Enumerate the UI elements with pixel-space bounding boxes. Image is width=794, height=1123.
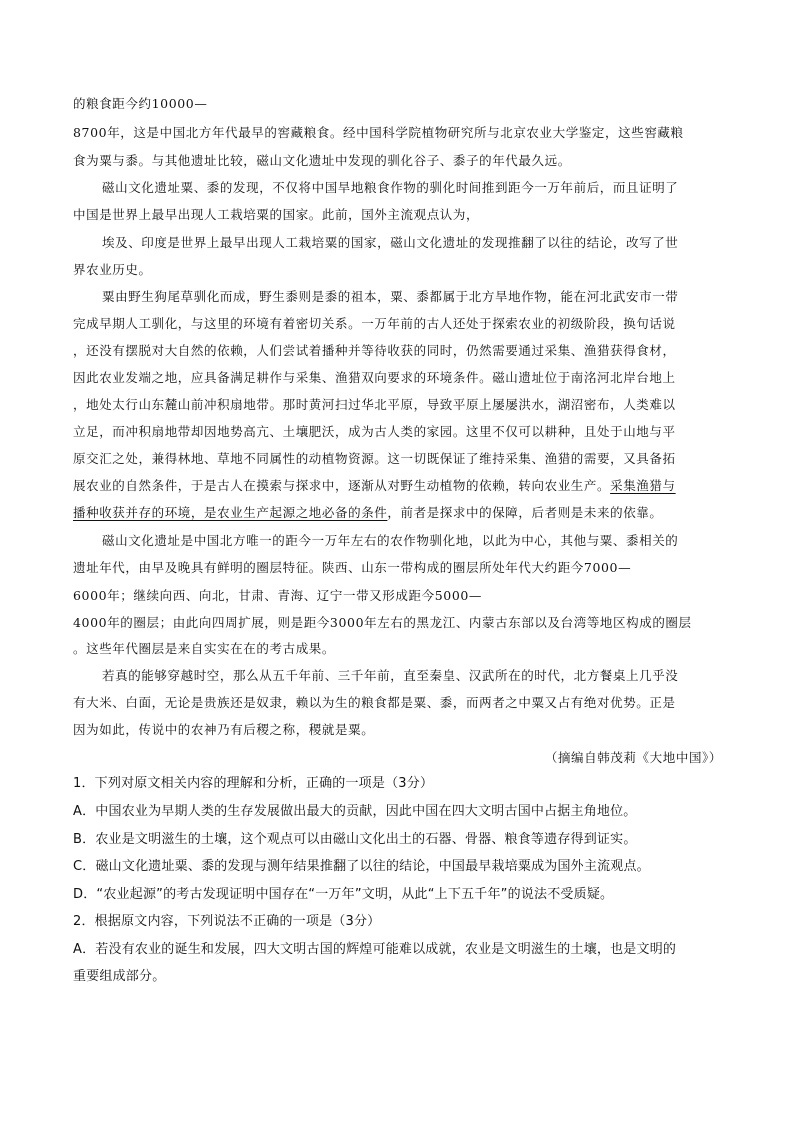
passage-line: 埃及、印度是世界上最早出现人工栽培粟的国家，磁山文化遗址的发现推翻了以往的结论，改写了世 [102, 235, 679, 250]
passage-line: 遗址年代，由早及晚具有鲜明的圈层特征。陕西、山东一带构成的圈层所处年代大约距今7000— [73, 560, 632, 575]
passage-line [73, 477, 676, 495]
question-2-option-a-continued: 重要组成部分。 [73, 969, 166, 984]
passage-text: 展农业的自然条件，于是古人在摸索与探求中，逐渐从对野生动植物的依赖，转向农业生产。 [73, 478, 611, 493]
passage-line: 若真的能够穿越时空，那么从五千年前、三千年前，直至秦皇、汉武所在的时代，北方餐桌上几乎没 [102, 668, 679, 683]
passage-line: 立足，而冲积扇地带却因地势高亢、土壤肥沃，成为古人类的家园。这里不仅可以耕种，且处于山地与平 [73, 424, 676, 439]
passage-line [73, 504, 663, 522]
passage-line: 因此农业发端之地，应具备满足耕作与采集、渔猎双向要求的环境条件。磁山遗址位于南洺河北岸台地上 [73, 370, 676, 385]
passage-line: ，地处太行山东麓山前冲积扇地带。那时黄河扫过华北平原，导致平原上屡屡洪水，湖沼密布，人类难以 [73, 397, 676, 412]
question-1-option-a: A．中国农业为早期人类的生存发展做出最大的贡献，因此中国在四大文明古国中占据主角地位。 [73, 804, 637, 819]
question-1-stem: 1．下列对原文相关内容的理解和分析，正确的一项是（3分） [73, 776, 434, 791]
passage-line: 。这些年代圈层是来自实实在在的考古成果。 [73, 641, 336, 656]
question-2-stem: 2．根据原文内容，下列说法不正确的一项是（3分） [73, 914, 381, 929]
passage-line: 磁山文化遗址粟、黍的发现，不仅将中国旱地粮食作物的驯化时间推到距今一万年前后，而且证明了 [102, 180, 679, 195]
passage-line: 界农业历史。 [73, 262, 152, 277]
passage-line: ，还没有摆脱对大自然的依赖，人们尝试着播种并等待收获的同时，仍然需要通过采集、渔猎获得食材， [73, 343, 676, 358]
passage-line: 因为如此，传说中的农神乃有后稷之称，稷就是粟。 [73, 722, 375, 737]
passage-line: 4000年的圈层；由此向四周扩展，则是距今3000年左右的黑龙江、内蒙古东部以及台湾等地区构成的圈层 [73, 615, 692, 630]
passage-line: 8700年，这是中国北方年代最早的窖藏粮食。经中国科学院植物研究所与北京农业大学鉴定，这些窖藏粮 [73, 125, 684, 140]
question-2-option-a: A．若没有农业的诞生和发展，四大文明古国的辉煌可能难以成就，农业是文明滋生的土壤，也是文明的 [73, 942, 677, 957]
passage-line: 完成早期人工驯化，与这里的环境有着密切关系。一万年前的古人还处于探索农业的初级阶段，换句话说 [73, 316, 676, 331]
source-citation: （摘编自韩茂莉《大地中国》） [544, 750, 722, 765]
passage-line: 粟由野生狗尾草驯化而成，野生黍则是黍的祖本，粟、黍都属于北方旱地作物，能在河北武安市一带 [102, 289, 679, 304]
passage-line: 中国是世界上最早出现人工栽培粟的国家。此前，国外主流观点认为， [73, 207, 480, 222]
passage-text: ，前者是探求中的保障，后者则是未来的依靠。 [387, 505, 663, 520]
underlined-sentence: 采集渔猎与 [610, 478, 676, 493]
passage-line: 食为粟与黍。与其他遗址比较，磁山文化遗址中发现的驯化谷子、黍子的年代最久远。 [73, 153, 571, 168]
passage-line: 磁山文化遗址是中国北方唯一的距今一万年左右的农作物驯化地，以此为中心，其他与粟、黍相关的 [102, 533, 679, 548]
passage-line: 6000年；继续向西、向北，甘肃、青海、辽宁一带又形成距今5000— [73, 588, 483, 603]
underlined-sentence: 播种收获并存的环境，是农业生产起源之地必备的条件 [73, 505, 388, 520]
passage-line: 有大米、白面，无论是贵族还是奴隶，赖以为生的粮食都是粟、黍，而两者之中粟又占有绝对优势。正是 [73, 695, 676, 710]
question-1-option-c: C．磁山文化遗址粟、黍的发现与测年结果推翻了以往的结论，中国最早栽培粟成为国外主流观点。 [73, 859, 650, 874]
passage-line: 的粮食距今约10000— [73, 96, 208, 111]
question-1-option-d: D．“农业起源”的考古发现证明中国存在“一万年”文明，从此“上下五千年”的说法不受质疑。 [73, 887, 614, 902]
passage-line: 原交汇之处，兼得林地、草地不同属性的动植物资源。这一切既保证了维持采集、渔猎的需要，又具备拓 [73, 451, 676, 466]
question-1-option-b: B．农业是文明滋生的土壤，这个观点可以由磁山文化出土的石器、骨器、粮食等遗存得到证实。 [73, 832, 637, 847]
